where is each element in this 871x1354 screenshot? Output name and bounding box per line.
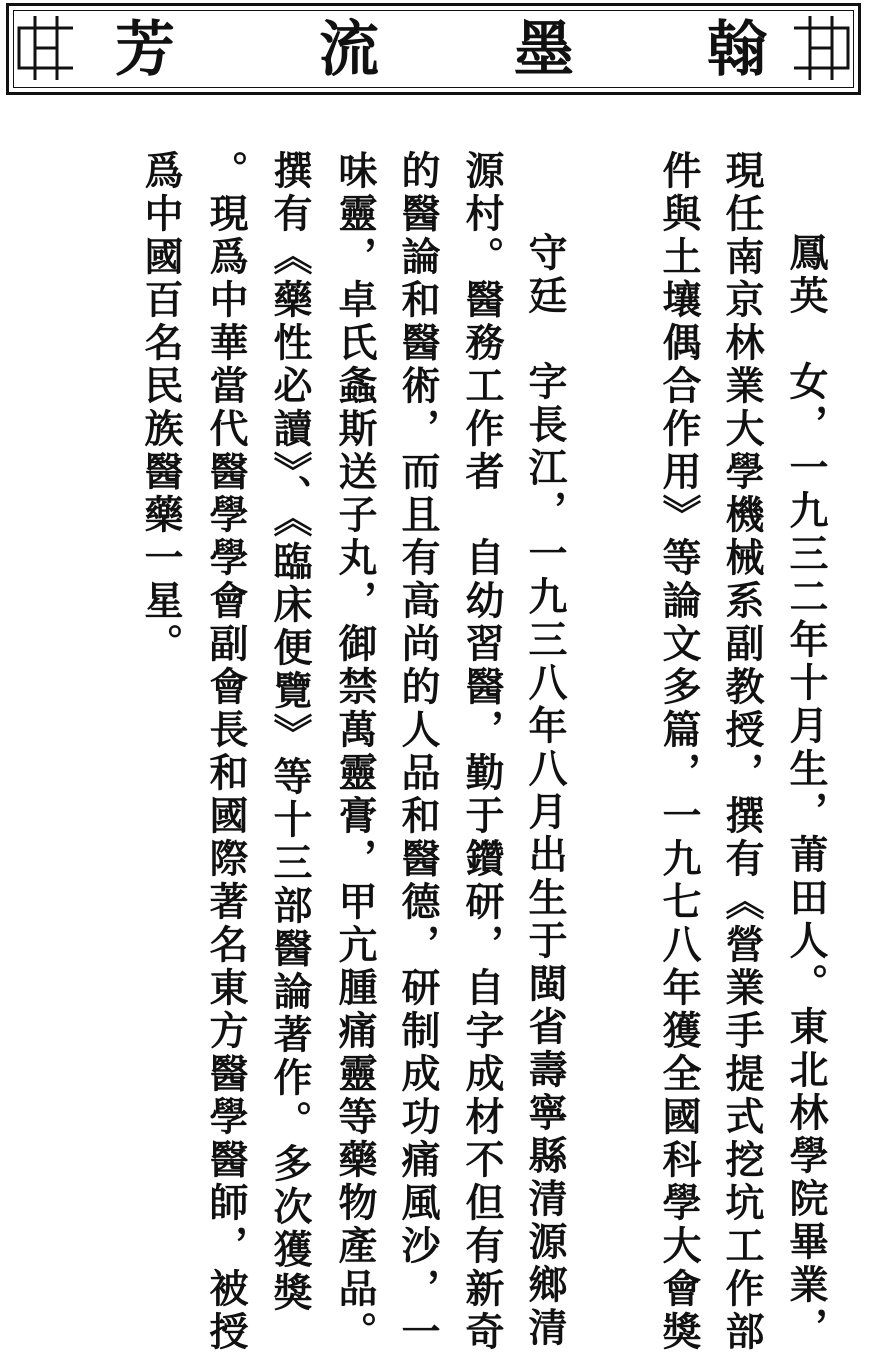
text-column-10: 爲中國百名民族醫藥一星。 bbox=[138, 150, 184, 666]
text-column-5: 源村。醫務工作者 自幼習醫，勤于鑽研，自字成材不但有新奇 bbox=[459, 150, 505, 1354]
header-banner bbox=[6, 3, 861, 95]
text-column-9: 。現爲中華當代醫學學會副會長和國際著名東方醫學醫師，被授 bbox=[203, 150, 249, 1354]
text-column-4: 守廷 字長江，一九三八年八月出生于閩省壽寧縣清源鄉清 bbox=[522, 232, 568, 1350]
text-column-6: 的醫論和醫術，而且有高尚的人品和醫德，研制成功痛風沙，一 bbox=[395, 150, 441, 1354]
fret-ornament-right-icon bbox=[790, 12, 852, 84]
text-column-2: 現任南京林業大學機械系副教授，撰有《營業手提式挖坑工作部 bbox=[719, 150, 765, 1354]
banner-char-3: 墨 bbox=[514, 15, 574, 85]
text-column-8: 撰有《藥性必讀》、《臨床便覽》等十三部醫論著作。多次獲獎 bbox=[267, 150, 313, 1315]
banner-char-4: 翰 bbox=[707, 15, 767, 85]
text-column-7: 味靈，卓氏螽斯送子丸，御禁萬靈膏，甲亢腫痛靈等藥物產品。 bbox=[332, 150, 378, 1354]
text-column-3: 件與土壤偶合作用》等論文多篇，一九七八年獲全國科學大會獎 bbox=[656, 150, 702, 1354]
fret-ornament-left-icon bbox=[15, 12, 77, 84]
banner-char-2: 流 bbox=[319, 15, 379, 85]
text-column-1: 鳳英 女，一九三二年十月生，莆田人。東北林學院畢業， bbox=[783, 232, 829, 1350]
banner-char-1: 芳 bbox=[115, 15, 175, 85]
